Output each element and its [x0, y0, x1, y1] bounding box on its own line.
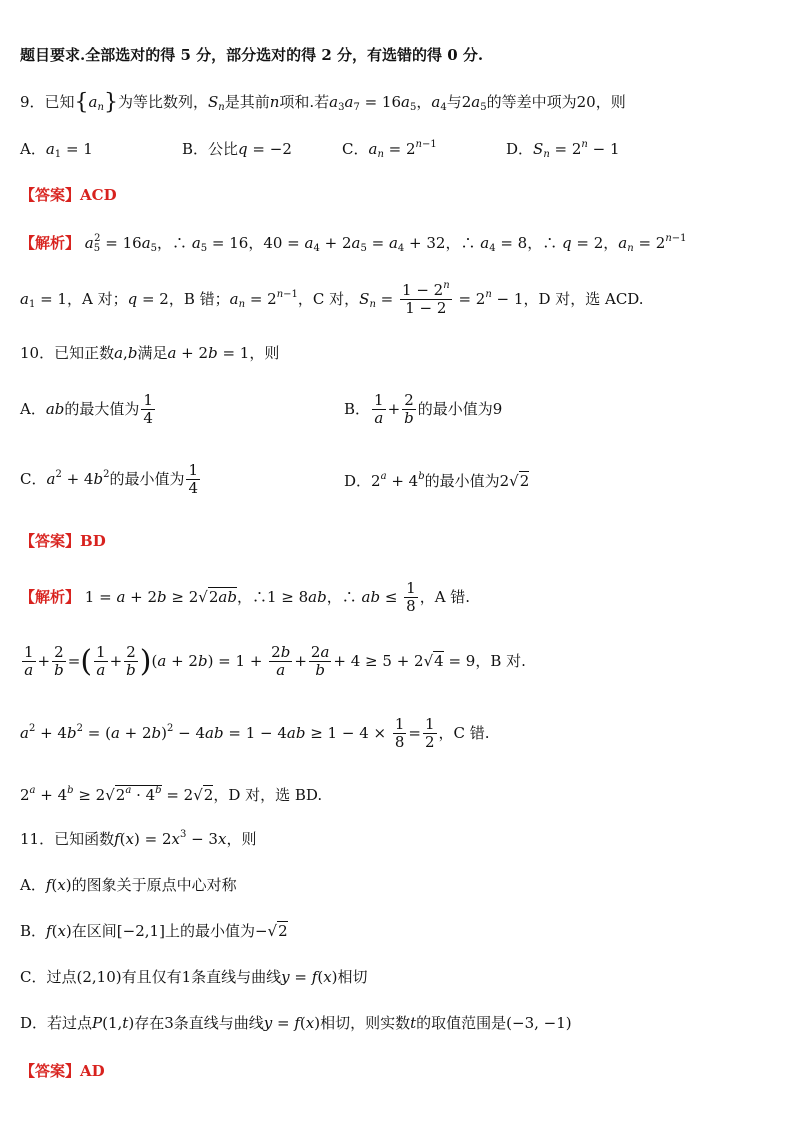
question-10-analysis-3: $a^2 + 4b^2 = (a + 2b)^2 - 4ab = 1 - 4ab \ge 1 - 4$ × $\frac{1}{8}$ = $\frac{1}{2}$ ，C 错.	[20, 715, 490, 752]
question-11-stem: 11．已知函数$f(x) = 2x^3 - 3x$，则	[20, 829, 257, 848]
question-10-stem: 10．已知正数a,b满足a + 2b = 1，则	[20, 344, 280, 362]
option-9a: A．$a_1 = 1$	[20, 140, 93, 160]
option-9c: C．$a_n = 2^{n-1}$	[342, 139, 437, 160]
question-11-answer: 【答案】AD	[20, 1062, 105, 1080]
question-9-analysis-line1: 【解析】 $a_5^2 = 16a_5$，∴ $a_5 = 16$，$40 = a_4 + 2a_5 = a_4 + 32$，∴ $a_4 = 8$，∴ q = 2，$a_n = 2^{n-1}$	[20, 233, 687, 254]
question-10-options-cd	[20, 461, 530, 498]
section-instructions: 题目要求.全部选对的得 5 分，部分选对的得 2 分，有选错的得 0 分.	[20, 46, 484, 64]
question-10-analysis-2: $\frac{1}{a}$ + $\frac{2}{b}$ =( $\frac{1}{a}$ + $\frac{2}{b}$ )(a + 2b) = 1 + $\frac{2b}{a}$ + $\frac{2a}{b}$ + 4 ≥ 5 + 2√4 = 9，B 对.	[24, 643, 526, 680]
option-10c: C．$a^2 + 4b^2$的最小值为 $\frac{1}{4}$	[20, 461, 199, 498]
option-11b: B．f(x)在区间[−2,1]上的最小值为−√2	[20, 922, 288, 940]
question-10-answer: 【答案】BD	[20, 532, 106, 550]
question-10-options-ab	[20, 391, 503, 428]
option-11a: A．f(x)的图象关于原点中心对称	[20, 876, 237, 894]
option-9b: B．公比q = −2	[182, 140, 292, 158]
question-9-analysis-line2: $a_1 = 1$，A 对；q = 2，B 错；$a_n = 2^{n-1}$，C 对，$S_n$ = $\frac{1 - 2^n}{1 - 2}$ = $2^n - 1$，D 对，选 ACD.	[20, 280, 644, 318]
option-10b: B． $\frac{1}{a}$ + $\frac{2}{b}$ 的最小值为9	[344, 391, 503, 428]
option-10a: A．ab的最大值为 $\frac{1}{4}$	[20, 391, 153, 428]
option-11c: C．过点(2,10)有且仅有1条直线与曲线y = f(x)相切	[20, 968, 368, 986]
question-10-analysis-4: $2^a + 4^b \ge 2√2^a \cdot 4^b = 2√2$，D 对，选 BD.	[20, 785, 323, 804]
option-11d: D．若过点P(1,t)存在3条直线与曲线y = f(x)相切，则实数t的取值范围是(−3, −1)	[20, 1014, 572, 1032]
option-10d: D．$2^a + 4^b$的最小值为2√2	[344, 471, 530, 490]
question-9-answer: 【答案】ACD	[20, 186, 117, 204]
option-9d: D．$S_n = 2^n - 1$	[506, 139, 620, 160]
question-9-options	[20, 139, 620, 160]
question-9-stem: 9．已知$\{a_n\}$为等比数列，$S_n$是其前n项和.若$a_3a_7 = 16a_5$，$a_4$与$2a_5$的等差中项为20，则	[20, 90, 626, 115]
question-10-analysis-1: 【解析】 1 = a + 2b ≥ 2√2ab，∴1 ≥ 8ab，∴ ab ≤ $\frac{1}{8}$ ，A 错.	[20, 579, 471, 616]
